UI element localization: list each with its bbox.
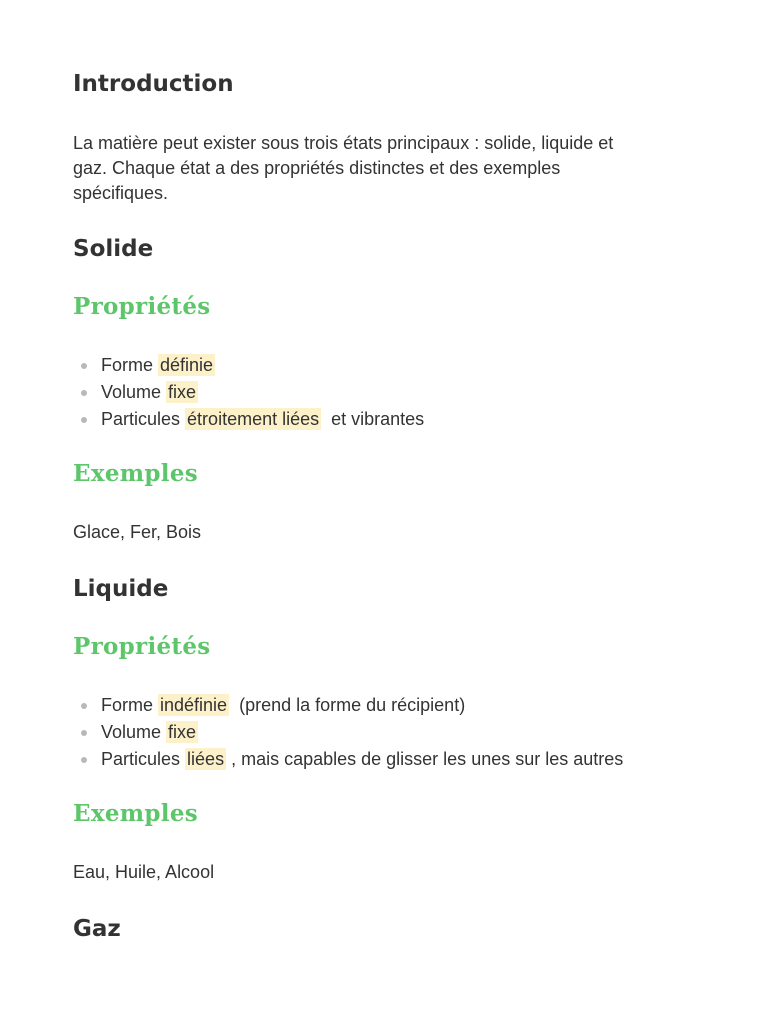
item-text: Forme (101, 695, 159, 715)
solide-properties-list (73, 352, 424, 433)
highlighted-text: indéfinie (160, 695, 228, 715)
highlighted-text: fixe (168, 722, 197, 742)
item-text-after: (prend la forme du récipient) (229, 695, 466, 715)
list-item (73, 719, 623, 746)
bullet-icon (81, 757, 87, 763)
highlighted-text: étroitement liées (187, 409, 320, 429)
solide-examples-heading: Exemples (73, 460, 199, 487)
item-text-after: , mais capables de glisser les unes sur les autres (226, 749, 624, 769)
liquide-properties-heading: Propriétés (73, 633, 211, 660)
solide-properties-heading: Propriétés (73, 293, 211, 320)
list-item (73, 406, 424, 433)
bullet-icon (81, 730, 87, 736)
intro-line-1: La matière peut exister sous trois états principaux : solide, liquide et (73, 133, 614, 153)
highlighted-text: définie (160, 355, 214, 375)
solide-examples-text: Glace, Fer, Bois (73, 522, 202, 542)
intro-paragraph (73, 131, 693, 206)
list-item (73, 352, 424, 379)
bullet-icon (81, 363, 87, 369)
item-text: Particules (101, 409, 186, 429)
highlighted-text: liées (187, 749, 225, 769)
liquide-examples-text: Eau, Huile, Alcool (73, 862, 215, 882)
bullet-icon (81, 417, 87, 423)
gaz-heading: Gaz (73, 916, 121, 942)
intro-line-3: spécifiques. (73, 183, 169, 203)
bullet-icon (81, 390, 87, 396)
solide-heading: Solide (73, 236, 154, 262)
list-item (73, 692, 623, 719)
highlighted-text: fixe (168, 382, 197, 402)
liquide-heading: Liquide (73, 576, 169, 602)
intro-line-2: gaz. Chaque état a des propriétés distinctes et des exemples (73, 158, 561, 178)
liquide-properties-list (73, 692, 623, 773)
intro-heading: Introduction (73, 71, 234, 97)
list-item (73, 379, 424, 406)
item-text: Volume (101, 722, 167, 742)
item-text: Forme (101, 355, 159, 375)
item-text: Particules (101, 749, 186, 769)
item-text-after: et vibrantes (321, 409, 425, 429)
bullet-icon (81, 703, 87, 709)
liquide-examples-heading: Exemples (73, 800, 199, 827)
item-text: Volume (101, 382, 167, 402)
list-item (73, 746, 623, 773)
